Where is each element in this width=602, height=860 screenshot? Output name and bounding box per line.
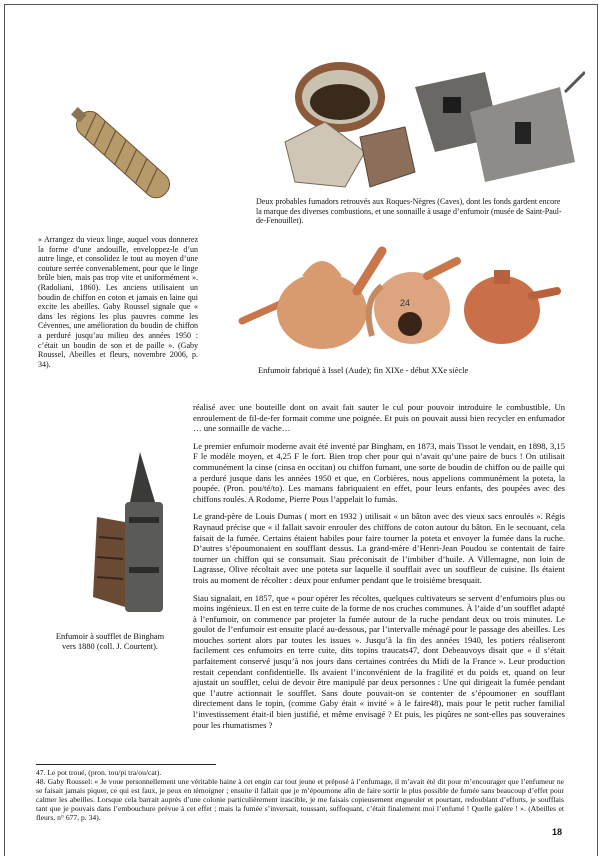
footnote-48: 48. Gaby Roussel: « Je voue personnellement une véritable haine à cet engin car tout jeune et préposé à l’enfumage, il m’avait été dit pour m’encourager que l’enfumeur ne se faisait jamais piquer, ce qui est faux, je peux en témoigner ; ensuite il fallait que je m’époumone afin de faire sortir le plus possible de fumée sans beaucoup d’effet pour calmer les abeilles. Lorsque cela barrait auprès d’une colonie particulièrement irascible, je me faisais copieusement engueuler et pourtant, redoublant d’efforts, je soufflais tant que je pouvais dans l’embouchure prévue à cet effet ; mais la fumée s’inversait, toussant, suffoquant, c’était finalement moi l’enfumé ! Quelle galère ! ». (Abeilles et fleurs, n° 677, p. 34). [36, 777, 564, 822]
body-paragraph-4: Siau signalait, en 1857, que « pour opérer les récoltes, quelques cultivateurs se servent d’enfumoirs plus ou moins ingénieux. Il en est en terre cuite de la forme de nos cruches communes. À l’aide d’un soufflet adapté à l’enfumoir, on commence par projeter la fumée autour de la ruche pendant deux ou trois minutes. Le goulot de l’enfumoir est ensuite placé au-dessous, par l’intervalle ménagé pour le passage des abeilles. Les mouches sortent alors par toutes les issues ». Jusqu’à la fin des années 1940, les potiers réaliseront facilement ces enfumoirs en terre cuite, dits topins traucats47, dont Debeauvoys disait que « il s’était parfaitement conservé jusqu’à nos jours dans certaines contrées du Midi de la France ». Leur production restait cependant confidentielle. Ils avaient l’inconvénient de la fragilité et du poids et, quand on leur ajustait un soufflet, celui de devoir être manipulé par deux personnes : Une qui dirigeait la fumée pendant que l’autre actionnait le soufflet. Sans doute pouvait-on se contenter de s’époumoner en soufflant directement dans le topin, (comme Gaby était « invité » à le faire48), mais pour le petit rucher familial l’investissement était-il bien justifié, et même envisagé ? Et puis, les piqûres ne sont-elles pas souveraines pour les rhumatismes ? [193, 592, 565, 730]
photo-cloth-roll [55, 85, 190, 225]
page-left-border [4, 4, 5, 856]
body-paragraph-3: Le grand-père de Louis Dumas ( mort en 1932 ) utilisait « un bâton avec des vieux sacs enroulés ». Régis Raynaud précise que « il fallait savoir enrouler des chiffons de coton autour du bâton. En le secouant, cela faisait de la fumée. Certains étaient habiles pour faire tourner la poteta et envoyer la fumée dans la ruche. D’autres s’époumonaient en soufflant dessus. La grand-mère d’Henri-Jean Poudou se contentait de faire tourner un chiffon qui se consumait. Siau préconisait de l’imbiber d’huile. A Villemagne, non loin de Lagrasse, Olive récoltait avec une poteta sur laquelle il soufflait avec un souffleur de cuisine. Ils étaient trois au moment de récolter : deux pour enfumer pendant que le troisième bresquait. [193, 511, 565, 585]
svg-text:24: 24 [400, 298, 411, 308]
footnotes [36, 768, 564, 822]
photo-fumadors-fragments [265, 42, 585, 192]
main-body-text [193, 402, 565, 737]
caption-fumadors: Deux probables fumadors retrouvés aux Roques-Nègres (Caves), dont les fonds gardent encore la marque des diverses combustions, et une sonnaille à usage d’enfumoir (musée de Saint-Paul-de-Fenouillet). [256, 197, 562, 226]
body-paragraph-1: réalisé avec une bouteille dont on avait fait sauter le cul pour pouvoir introduire le combustible. Un enroulement de fil-de-fer formait comme une poignée. Et puis on pouvait aussi bien recycler en enfumador … une sonnaille de vache… [193, 402, 565, 434]
body-paragraph-2: Le premier enfumoir moderne avait été inventé par Bingham, en 1873, mais Tissot le vendait, en 1898, 3,15 F le modèle moyen, et 4,25 F le fort. Bien trop cher pour qui n’avait qu’une paire de bucs ! On utilisait communément la cinse (cinsa en occitan) ou chiffon fumant, une sorte de boudin de chiffon ou de paille qui a perduré jusque dans les années 1950 et que, en Corbières, nous appelions communément la poteta, la poupée. (Pron. pou/té/to). Les mamans fabriquaient en effet, pour leurs enfants, des poupées avec des chiffons roulés. A Rodome, Pierre Pous l’appelait lo fumàs. [193, 440, 565, 504]
page-top-border [4, 4, 598, 5]
footnote-47: 47. Le pot troué, (pron. tou/pi tra/ou/cat). [36, 768, 162, 777]
caption-bingham-line2: vers 1880 (coll. J. Courtent). [61, 641, 159, 651]
caption-issel: Enfumoir fabriqué à Issel (Aude); fin XIXe - début XXe siècle [258, 366, 469, 375]
page-right-border [597, 4, 598, 856]
page-number: 18 [552, 827, 563, 837]
caption-bingham-line1: Enfumoir à soufflet de Bingham [55, 632, 165, 641]
photo-bingham-smoker [85, 447, 175, 627]
footnote-rule [36, 764, 216, 765]
caption-bingham [35, 632, 185, 651]
caption-andouille: « Arrangez du vieux linge, auquel vous donnerez la forme d’une andouille, enveloppez-le d’un autre linge, et consolidez le tout au moyen d’une couture serrée convenablement, pour que le linge brûle bien, mais pas trop vite et uniformément ». (Radoliani, 1860). Les anciens utilisaient un boudin de chiffon en coton et jamais en laine qui excite les abeilles. Gaby Roussel signale que « dans les régions les plus pauvres comme les Cévennes, une amélioration du boudin de chiffon a perduré jusqu’au milieu des années 1950 : c’était un boudin de son et de paille ». (Gaby Roussel, Abeilles et fleurs, novembre 2006, p. 34). [38, 235, 198, 369]
photo-issel-enfumoirs [232, 236, 562, 356]
